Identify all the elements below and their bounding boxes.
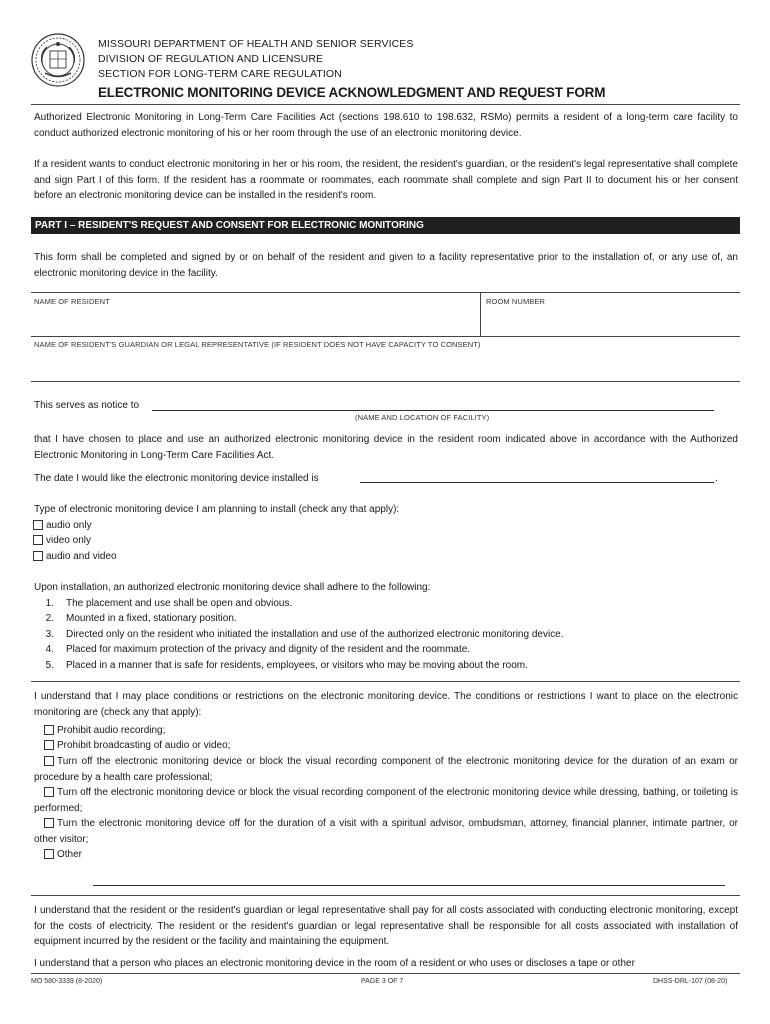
checkbox[interactable] <box>33 535 43 545</box>
divider <box>31 381 740 382</box>
part1-heading: PART I – RESIDENT'S REQUEST AND CONSENT FOR ELECTRONIC MONITORING <box>31 217 740 234</box>
notice-text: This serves as notice to <box>34 400 140 411</box>
condition-item[interactable] <box>34 816 738 847</box>
rule-item <box>34 596 292 612</box>
checkbox[interactable] <box>44 849 54 859</box>
conditions-prompt: I understand that I may place conditions or restrictions on the electronic monitoring device. The conditions or restrictions I want to place on the electronic monitoring are (check any that apply): <box>34 691 738 718</box>
footer-page-number: PAGE 3 OF 7 <box>361 978 404 985</box>
rule-number: 4. <box>45 644 54 655</box>
rule-text: Mounted in a fixed, stationary position. <box>66 613 237 624</box>
condition-text: Turn off the electronic monitoring device or block the visual recording component of the electronic monitoring device for the duration of an exam or procedure by a health care professional; <box>34 756 738 783</box>
divider <box>31 895 740 896</box>
condition-item[interactable] <box>34 785 738 816</box>
condition-item[interactable] <box>34 723 738 739</box>
condition-text: Other <box>57 849 83 860</box>
checkbox[interactable] <box>44 756 54 766</box>
room-number-field[interactable] <box>481 293 740 336</box>
type-option-audio[interactable] <box>33 518 92 534</box>
condition-text: Prohibit audio recording; <box>57 725 166 736</box>
install-date-input-line[interactable] <box>360 482 714 483</box>
rule-item <box>34 611 237 627</box>
condition-item-other[interactable] <box>34 847 738 863</box>
condition-item[interactable] <box>34 738 738 754</box>
install-date-text: The date I would like the electronic monitoring device installed is <box>34 473 319 484</box>
rule-text: Placed in a manner that is safe for residents, employees, or visitors who may be moving about the room. <box>66 660 528 671</box>
checkbox[interactable] <box>44 787 54 797</box>
adhere-prompt: Upon installation, an authorized electronic monitoring device shall adhere to the following: <box>34 582 431 593</box>
checkbox[interactable] <box>33 520 43 530</box>
rule-number: 2. <box>45 613 54 624</box>
type-option-label: video only <box>46 535 92 546</box>
guardian-name-field[interactable] <box>31 337 740 380</box>
other-input-line[interactable] <box>93 885 725 886</box>
condition-text: Turn off the electronic monitoring device or block the visual recording component of the electronic monitoring device while dressing, bathing, or toileting is performed; <box>34 787 738 814</box>
rule-item <box>34 642 470 658</box>
form-title: ELECTRONIC MONITORING DEVICE ACKNOWLEDGMENT AND REQUEST FORM <box>98 85 606 100</box>
rule-text: Placed for maximum protection of the privacy and dignity of the resident and the roommate. <box>66 644 471 655</box>
divider <box>31 973 740 974</box>
guardian-name-label: NAME OF RESIDENT'S GUARDIAN OR LEGAL REPRESENTATIVE (IF RESIDENT DOES NOT HAVE CAPACITY TO CONSENT) <box>34 340 481 349</box>
checkbox[interactable] <box>44 818 54 828</box>
checkbox[interactable] <box>44 725 54 735</box>
resident-name-field[interactable] <box>31 293 481 336</box>
rule-text: Directed only on the resident who initiated the installation and use of the authorized electronic monitoring device. <box>66 629 564 640</box>
divider <box>31 681 740 682</box>
condition-item[interactable] <box>34 754 738 785</box>
rule-number: 3. <box>45 629 54 640</box>
rule-item <box>34 627 564 643</box>
chosen-paragraph: that I have chosen to place and use an authorized electronic monitoring device in the resident room indicated above in accordance with the Authorized Electronic Monitoring in Long-Term Care Facilities Act. <box>34 434 738 461</box>
type-option-label: audio and video <box>46 551 117 562</box>
state-seal-logo <box>31 33 85 87</box>
section-name: SECTION FOR LONG-TERM CARE REGULATION <box>98 68 342 80</box>
rule-item <box>34 658 528 674</box>
type-option-audio-video[interactable] <box>33 549 117 565</box>
intro-paragraph-2: If a resident wants to conduct electronic monitoring in her or his room, the resident, the resident's guardian, or the resident's legal representative shall complete and sign Part I of this form. If the resident has a roommate or roommates, each roommate shall complete and sign Part II to document his or her consent before an electronic monitoring device can be installed in the resident's room. <box>34 159 738 201</box>
rule-number: 1. <box>45 598 54 609</box>
condition-text: Prohibit broadcasting of audio or video; <box>57 740 231 751</box>
room-number-label: ROOM NUMBER <box>486 297 546 306</box>
period: . <box>715 473 718 484</box>
footer-form-number: MO 580-3339 (8-2020) <box>31 978 103 985</box>
cost-paragraph: I understand that the resident or the resident's guardian or legal representative shall pay for all costs associated with conducting electronic monitoring, except for the costs of electricity. The resident or the resident's guardian or legal representative shall be responsible for all costs associated with installation of equipment incurred by the resident or the facility and maintaining the equipment. <box>34 905 738 947</box>
footer-form-code: DHSS-DRL-107 (08-20) <box>653 978 728 985</box>
disclosure-paragraph: I understand that a person who places an electronic monitoring device in the room of a resident or who uses or discloses a tape or other <box>34 958 635 969</box>
checkbox[interactable] <box>33 551 43 561</box>
rule-text: The placement and use shall be open and obvious. <box>66 598 293 609</box>
department-name: MISSOURI DEPARTMENT OF HEALTH AND SENIOR SERVICES <box>98 38 414 50</box>
part1-intro: This form shall be completed and signed by or on behalf of the resident and given to a facility representative prior to the installation of, or any use of, an electronic monitoring device in the facility. <box>34 252 738 279</box>
type-option-video[interactable] <box>33 533 91 549</box>
facility-caption: (NAME AND LOCATION OF FACILITY) <box>355 413 490 422</box>
type-option-label: audio only <box>46 520 92 531</box>
division-name: DIVISION OF REGULATION AND LICENSURE <box>98 53 324 65</box>
type-prompt: Type of electronic monitoring device I am planning to install (check any that apply): <box>34 504 400 515</box>
intro-paragraph-1: Authorized Electronic Monitoring in Long-Term Care Facilities Act (sections 198.610 to 198.632, RSMo) permits a resident of a long-term care facility to conduct authorized electronic monitoring of his or her room through the use of an electronic monitoring device. <box>34 112 738 139</box>
resident-name-label: NAME OF RESIDENT <box>34 297 110 306</box>
checkbox[interactable] <box>44 740 54 750</box>
facility-input-line[interactable] <box>152 410 714 411</box>
condition-text: Turn the electronic monitoring device off for the duration of a visit with a spiritual advisor, ombudsman, attorney, financial planner, intimate partner, or other visitor; <box>34 818 738 845</box>
divider <box>31 104 740 105</box>
rule-number: 5. <box>45 660 54 671</box>
